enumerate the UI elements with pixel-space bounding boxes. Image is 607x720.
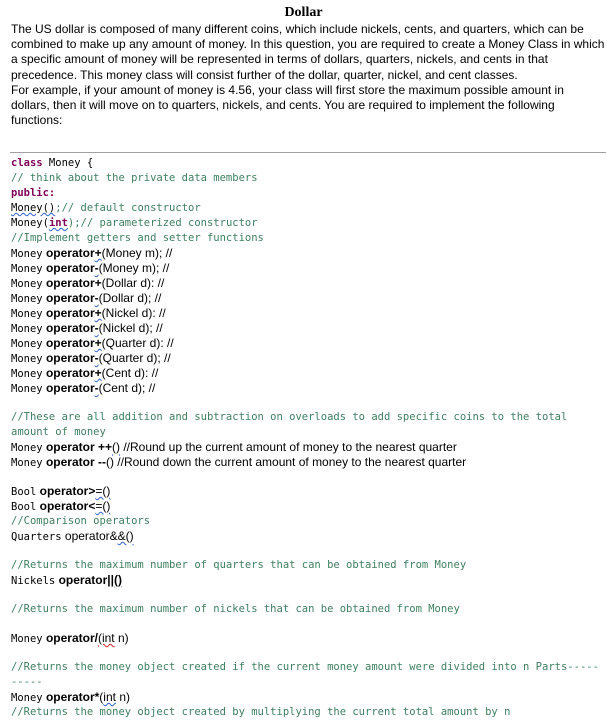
operator-symbol: + bbox=[94, 306, 102, 320]
operator-args: (Quarter d); // bbox=[98, 351, 171, 365]
operator-keyword: operator bbox=[45, 261, 95, 275]
return-type: Money bbox=[11, 338, 43, 350]
code-line-or bbox=[11, 573, 605, 588]
operator-keyword: operator bbox=[45, 321, 95, 335]
operator-keyword: operator bbox=[45, 336, 95, 350]
code-line-increment bbox=[11, 440, 605, 455]
operator-args: (Money m); // bbox=[101, 246, 173, 260]
ge-suffix: =() bbox=[95, 484, 111, 498]
code-line-public bbox=[11, 186, 605, 201]
operator-symbol: - bbox=[94, 351, 99, 365]
default-ctor-comment: ;// default constructor bbox=[55, 202, 201, 214]
operator-args: (Cent d); // bbox=[98, 381, 156, 395]
operator-keyword: operator bbox=[45, 306, 95, 320]
operator-symbol: - bbox=[94, 261, 99, 275]
and-suffix: &() bbox=[117, 529, 134, 543]
operator-args: (Quarter d): // bbox=[101, 336, 174, 350]
blank-line bbox=[11, 588, 605, 602]
quarters-type: Quarters bbox=[11, 531, 62, 543]
multiply-arg-name: n) bbox=[115, 690, 130, 704]
operator-keyword: operator bbox=[45, 366, 95, 380]
keyword-public: public: bbox=[11, 187, 56, 199]
comment-nickels: //Returns the maximum number of nickels that can be obtained from Money bbox=[11, 603, 460, 615]
divide-operator: operator/ bbox=[45, 631, 98, 645]
operator-line bbox=[11, 366, 605, 381]
param-ctor-arg: int bbox=[48, 217, 68, 229]
blank-line bbox=[11, 396, 605, 410]
decrement-operator: operator -- bbox=[45, 455, 106, 469]
return-type: Money bbox=[11, 383, 43, 395]
comment-divided: //Returns the money object created if the current money amount were divided into n Parts---------- bbox=[11, 661, 599, 688]
operator-keyword: operator bbox=[45, 291, 95, 305]
blank-line bbox=[11, 617, 605, 631]
multiply-paren: ( bbox=[99, 690, 104, 704]
intro-paragraph-2: For example, if your amount of money is 4.56, your class will first store the maximum possible amount in dollars, then it will move on to quarters, nickels, and cents. You are required to implement the following functions: bbox=[11, 82, 564, 128]
operator-line bbox=[11, 381, 605, 396]
operator-line bbox=[11, 351, 605, 366]
code-block bbox=[11, 156, 605, 720]
bool-type: Bool bbox=[11, 501, 37, 513]
operator-line bbox=[11, 246, 605, 261]
class-name: Money { bbox=[42, 157, 94, 169]
return-type: Money bbox=[11, 633, 43, 645]
bool-type: Bool bbox=[11, 486, 37, 498]
operator-keyword: operator bbox=[45, 246, 95, 260]
operator-symbol: - bbox=[94, 381, 99, 395]
code-line-multiply bbox=[11, 690, 605, 705]
divide-arg-type: (int bbox=[97, 631, 115, 645]
multiply-arg-type: int bbox=[103, 690, 116, 704]
return-type: Money bbox=[11, 353, 43, 365]
or-operator: operator| bbox=[55, 573, 111, 587]
code-line-param-ctor bbox=[11, 216, 605, 231]
comment-private-members: // think about the private data members bbox=[11, 172, 258, 184]
comment-multiply: //Returns the money object created by multiplying the current total amount by n bbox=[11, 706, 511, 718]
comment-quarters: //Returns the maximum number of quarters that can be obtained from Money bbox=[11, 559, 467, 571]
intro-text bbox=[11, 22, 605, 128]
param-ctor-comment: );// parameterized constructor bbox=[67, 217, 258, 229]
operator-args: (Dollar d); // bbox=[98, 291, 162, 305]
nickels-type: Nickels bbox=[11, 575, 56, 587]
operator-args: (Cent d): // bbox=[101, 366, 159, 380]
and-operator: operator& bbox=[61, 529, 118, 543]
code-line-and bbox=[11, 529, 605, 544]
code-line-le bbox=[11, 499, 605, 514]
operator-line bbox=[11, 336, 605, 351]
comment-comparison: //Comparison operators bbox=[11, 515, 151, 527]
code-line-divide bbox=[11, 631, 605, 646]
return-type: Money bbox=[11, 263, 43, 275]
return-type: Money bbox=[11, 368, 43, 380]
operator-args: (Nickel d); // bbox=[98, 321, 163, 335]
code-line-ge bbox=[11, 484, 605, 499]
operator-symbol: - bbox=[94, 291, 99, 305]
return-type: Money bbox=[11, 308, 43, 320]
return-type: Money bbox=[11, 278, 43, 290]
decrement-comment: () //Round down the current amount of money to the nearest quarter bbox=[105, 455, 467, 469]
param-ctor-name: Money( bbox=[11, 217, 49, 229]
divide-arg-name: n) bbox=[114, 631, 129, 645]
operator-keyword: operator bbox=[45, 381, 95, 395]
operator-overload-list bbox=[11, 246, 605, 396]
operator-symbol: - bbox=[94, 321, 99, 335]
operator-line bbox=[11, 306, 605, 321]
operator-args: (Money m); // bbox=[98, 261, 170, 275]
increment-operator: operator ++ bbox=[45, 440, 112, 454]
operator-line bbox=[11, 276, 605, 291]
le-operator: operator< bbox=[39, 499, 96, 513]
code-line-default-ctor bbox=[11, 201, 605, 216]
default-ctor-name: Money() bbox=[11, 202, 56, 214]
document-title: Dollar bbox=[284, 5, 323, 20]
return-type: Money bbox=[11, 293, 43, 305]
operator-line bbox=[11, 261, 605, 276]
increment-comment: //Round up the current amount of money to the nearest quarter bbox=[119, 440, 457, 454]
return-type: Money bbox=[11, 457, 43, 469]
return-type: Money bbox=[11, 442, 43, 454]
operator-symbol: + bbox=[94, 276, 102, 290]
comment-getters-setters: //Implement getters and setter functions bbox=[11, 232, 264, 244]
return-type: Money bbox=[11, 692, 43, 704]
increment-parens: () bbox=[111, 440, 120, 454]
ge-operator: operator> bbox=[39, 484, 96, 498]
operator-symbol: + bbox=[94, 246, 102, 260]
code-line-class bbox=[11, 156, 605, 171]
comment-overloads: //These are all addition and subtraction on overloads to add specific coins to the total amount of money bbox=[11, 411, 568, 438]
intro-paragraph-1: The US dollar is composed of many different coins, which include nickels, cents, and quarters, which can be combined to make up any amount of money. In this question, you are required to create a Money Class in which a specific amount of money will be represented in terms of dollars, quarters, nickels, and cents in that precedence. This money class will consist further of the dollar, quarter, nickel, and cent classes. bbox=[11, 22, 605, 82]
return-type: Money bbox=[11, 323, 43, 335]
keyword-class: class bbox=[11, 157, 43, 169]
operator-symbol: + bbox=[94, 336, 102, 350]
operator-line bbox=[11, 321, 605, 336]
blank-line bbox=[11, 646, 605, 660]
operator-symbol: + bbox=[94, 366, 102, 380]
section-divider bbox=[10, 152, 606, 153]
operator-args: (Dollar d): // bbox=[101, 276, 165, 290]
code-line-decrement bbox=[11, 455, 605, 470]
le-suffix: =() bbox=[95, 499, 111, 513]
operator-keyword: operator bbox=[45, 351, 95, 365]
operator-args: (Nickel d): // bbox=[101, 306, 166, 320]
blank-line bbox=[11, 544, 605, 558]
or-suffix: |() bbox=[110, 573, 122, 587]
multiply-operator: operator* bbox=[45, 690, 100, 704]
operator-line bbox=[11, 291, 605, 306]
blank-line bbox=[11, 470, 605, 484]
return-type: Money bbox=[11, 248, 43, 260]
operator-keyword: operator bbox=[45, 276, 95, 290]
